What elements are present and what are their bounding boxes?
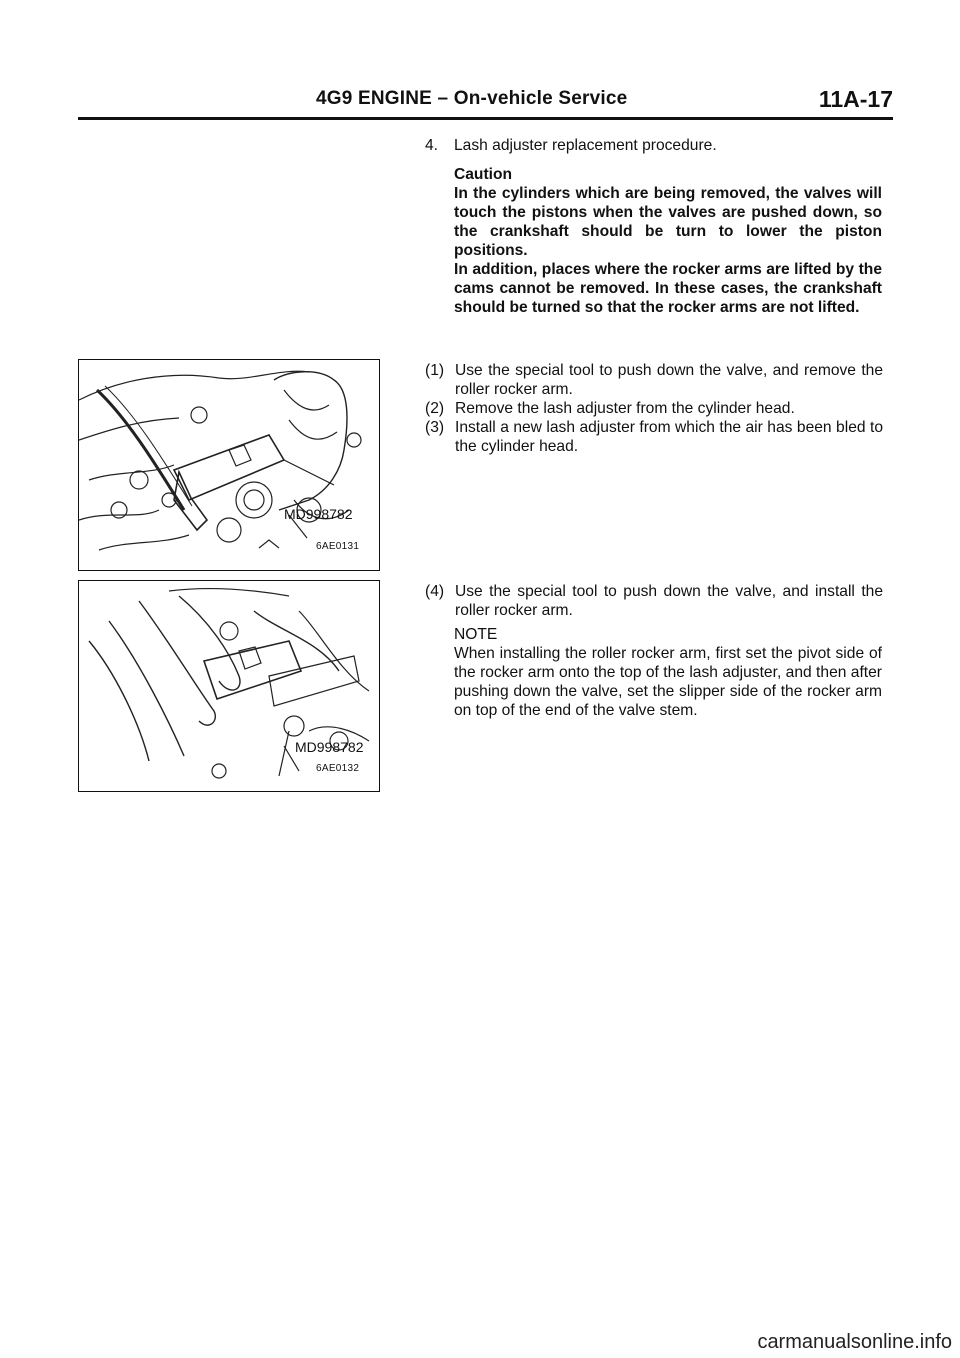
substep-text: Remove the lash adjuster from the cylinder head. — [455, 400, 795, 417]
substep-text: Install a new lash adjuster from which the air has been bled to the cylinder head. — [455, 419, 883, 455]
substep-4 — [425, 582, 883, 620]
note-block — [454, 625, 882, 720]
caution-paragraph-1: In the cylinders which are being removed, the valves will touch the pistons when the valves are pushed down, so the crankshaft should be turn to lower the piston positions. — [454, 185, 882, 259]
caution-label: Caution — [454, 166, 513, 183]
page-header — [78, 88, 893, 118]
substep-text: Use the special tool to push down the valve, and install the roller rocker arm. — [455, 583, 883, 619]
step-text: Lash adjuster replacement procedure. — [454, 137, 717, 154]
step-number: 4. — [425, 137, 439, 154]
substep-number: (1) — [425, 362, 445, 379]
note-text: When installing the roller rocker arm, first set the pivot side of the rocker arm onto the top of the lash adjuster, and then after pushing down the valve, set the slipper side of the rocker arm on top of the end of the valve stem. — [454, 645, 882, 719]
figure-install-rocker-arm — [78, 580, 380, 792]
header-rule — [78, 117, 893, 120]
tool-label: MD998782 — [295, 739, 364, 755]
section-title: 4G9 ENGINE – On-vehicle Service — [316, 88, 628, 109]
caution-block — [454, 165, 882, 317]
figure-id: 6AE0131 — [316, 541, 360, 552]
substep-text: Use the special tool to push down the valve, and remove the roller rocker arm. — [455, 362, 883, 398]
substep-number: (4) — [425, 583, 445, 600]
substep-number: (2) — [425, 400, 445, 417]
watermark: carmanualsonline.info — [757, 1331, 952, 1353]
substep-3 — [425, 418, 883, 456]
engine-illustration-2 — [79, 581, 378, 790]
substep-1 — [425, 361, 883, 399]
figure-id: 6AE0132 — [316, 763, 360, 774]
substep-number: (3) — [425, 419, 445, 436]
tool-label: MD998782 — [284, 506, 353, 522]
page-number: 11A-17 — [818, 86, 893, 112]
caution-paragraph-2: In addition, places where the rocker arms are lifted by the cams cannot be removed. In these cases, the crankshaft should be turned so that the rocker arms are not lifted. — [454, 261, 882, 316]
note-label: NOTE — [454, 626, 498, 643]
substeps-removal — [425, 361, 883, 456]
engine-illustration-1 — [79, 360, 378, 569]
substep-2 — [425, 399, 883, 418]
substeps-install — [425, 582, 883, 620]
figure-remove-rocker-arm — [78, 359, 380, 571]
